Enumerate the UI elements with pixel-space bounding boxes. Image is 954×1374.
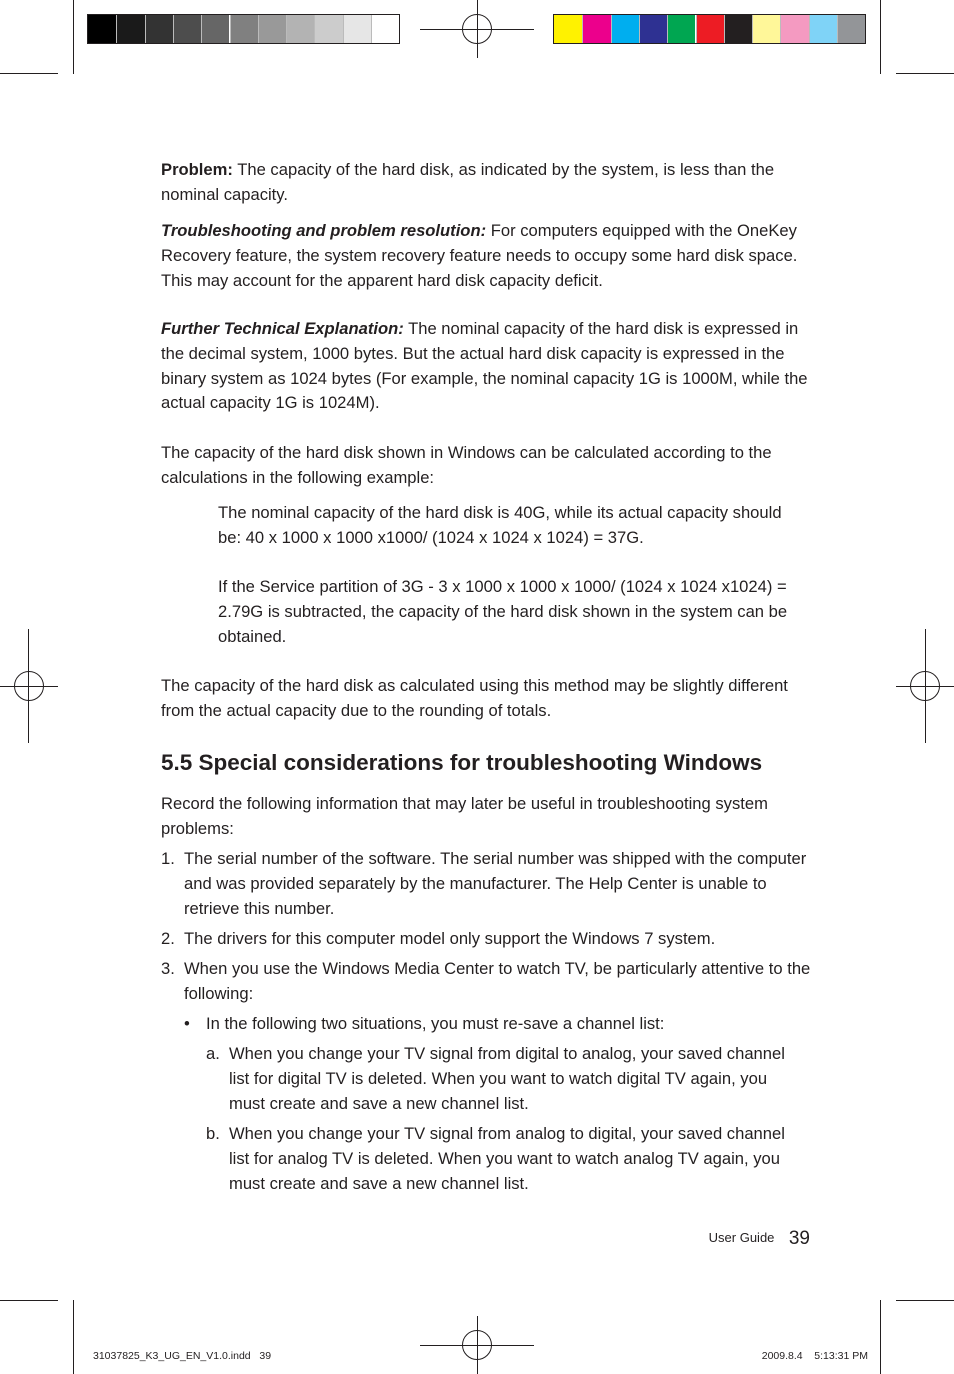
troubleshooting-paragraph (161, 219, 811, 293)
further-explanation-label: Further Technical Explanation: (161, 319, 404, 338)
record-intro: Record the following information that may later be useful in troubleshooting system problems: (161, 794, 768, 838)
sub-list-text: When you change your TV signal from digital to analog, your saved channel list for digital TV is deleted. When you want to watch digital TV again, you must create and save a new channel list. (229, 1044, 785, 1113)
list-item-text: The serial number of the software. The serial number was shipped with the computer and was provided separately by the manufacturer. The Help Center is unable to retrieve this number. (184, 849, 807, 918)
troubleshooting-label: Troubleshooting and problem resolution: (161, 221, 487, 240)
further-explanation-text: The nominal capacity of the hard disk is expressed in the decimal system, 1000 bytes. But the actual hard disk capacity is expressed in the binary system as 1024 bytes (For example, the nominal capacity 1G is 1000M, while the actual capacity 1G is 1024M). (161, 319, 808, 413)
list-item (161, 927, 811, 952)
sub-list-item (206, 1042, 806, 1116)
troubleshooting-text: For computers equipped with the OneKey Recovery feature, the system recovery feature needs to occupy some hard disk space. This may account for the apparent hard disk capacity deficit. (161, 221, 798, 290)
sub-list-letter: a. (206, 1044, 220, 1063)
grayscale-swatch (314, 15, 342, 43)
process-color-swatch (724, 15, 752, 43)
page-number: 39 (788, 1228, 810, 1249)
problem-paragraph (161, 158, 811, 208)
calc-intro: The capacity of the hard disk shown in Windows can be calculated according to the calculations in the following example: (161, 443, 772, 487)
slug-file-info: 31037825_K3_UG_EN_V1.0.indd 39 (93, 1350, 272, 1362)
process-color-swatch (696, 15, 724, 43)
grayscale-swatch (258, 15, 286, 43)
grayscale-swatch (88, 15, 116, 43)
further-explanation-paragraph (161, 317, 811, 416)
process-color-swatch (554, 15, 582, 43)
process-color-swatch (667, 15, 695, 43)
grayscale-swatch (116, 15, 144, 43)
slug-date-time: 2009.8.4 5:13:31 PM (761, 1350, 868, 1362)
bullet-text: In the following two situations, you must re-save a channel list: (206, 1014, 665, 1033)
process-color-swatch (837, 15, 865, 43)
sub-list-item (206, 1122, 806, 1196)
process-color-swatch (639, 15, 667, 43)
sub-list-letter: b. (206, 1124, 220, 1143)
process-color-swatch (780, 15, 808, 43)
grayscale-swatch (201, 15, 229, 43)
process-color-swatch (809, 15, 837, 43)
example-calculation-2: If the Service partition of 3G - 3 x 1000 x 1000 x 1000/ (1024 x 1024 x1024) = 2.79G is subtracted, the capacity of the hard disk shown in the system can be obtained. (218, 577, 788, 646)
list-item-text: When you use the Windows Media Center to watch TV, be particularly attentive to the following: (184, 959, 811, 1003)
process-color-swatch (611, 15, 639, 43)
example-calculation-1: The nominal capacity of the hard disk is 40G, while its actual capacity should be: 40 x 1000 x 1000 x1000/ (1024 x 1024 x 1024) = 37G. (218, 503, 782, 547)
grayscale-swatch (286, 15, 314, 43)
grayscale-swatch (371, 15, 399, 43)
grayscale-swatch (173, 15, 201, 43)
list-item-text: The drivers for this computer model only support the Windows 7 system. (184, 929, 716, 948)
grayscale-swatch (343, 15, 371, 43)
process-color-swatch (752, 15, 780, 43)
problem-label: Problem: (161, 160, 233, 179)
footer-guide-label: User Guide (708, 1230, 775, 1245)
sub-list-text: When you change your TV signal from analog to digital, your saved channel list for analog TV is deleted. When you want to watch analog TV again, you must create and save a new channel list. (229, 1124, 785, 1193)
list-item-number: 3. (161, 959, 175, 978)
grayscale-swatch (145, 15, 173, 43)
bullet-symbol: • (184, 1014, 190, 1033)
rounding-note: The capacity of the hard disk as calculated using this method may be slightly different from the actual capacity due to the rounding of totals. (161, 676, 788, 720)
problem-text: The capacity of the hard disk, as indicated by the system, is less than the nominal capacity. (161, 160, 775, 204)
list-item (161, 957, 811, 1007)
bullet-item (184, 1012, 804, 1037)
section-heading: 5.5 Special considerations for troubleshooting Windows (161, 750, 763, 775)
grayscale-swatch (230, 15, 258, 43)
process-color-swatch (582, 15, 610, 43)
list-item-number: 2. (161, 929, 175, 948)
list-item-number: 1. (161, 849, 175, 868)
page-footer (709, 1228, 810, 1250)
list-item (161, 847, 811, 921)
